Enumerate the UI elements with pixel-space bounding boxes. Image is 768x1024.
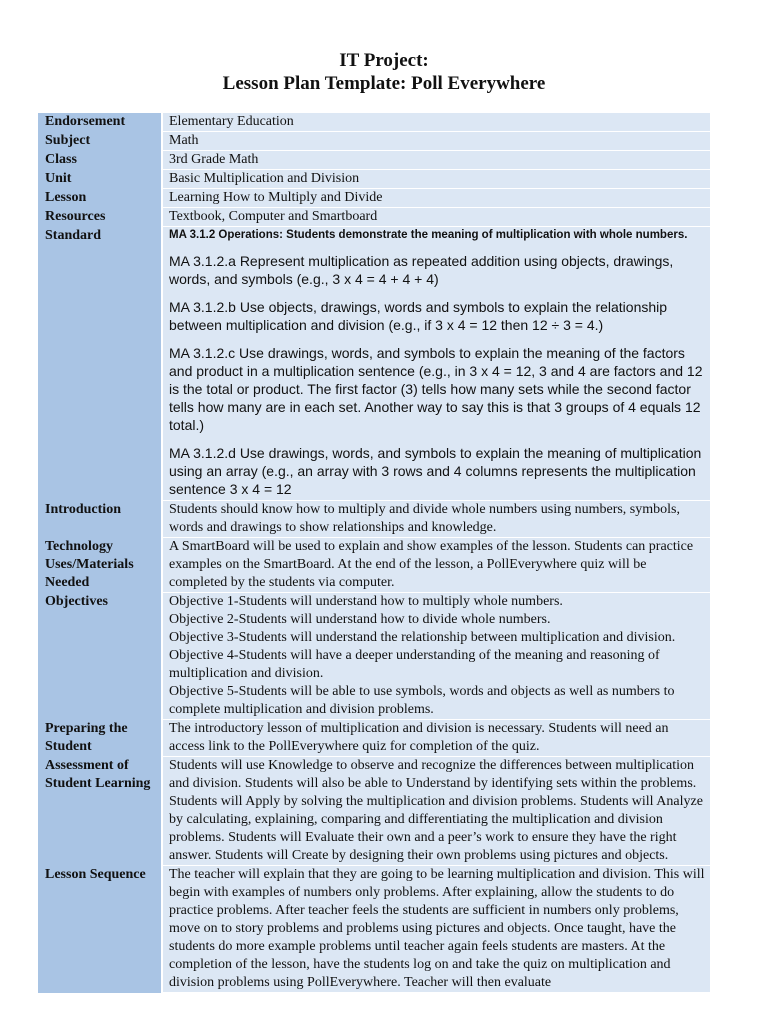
row-value-endorsement: Elementary Education <box>162 113 710 132</box>
row-label-assessment: Assessment of Student Learning <box>38 757 162 866</box>
row-label-subject: Subject <box>38 132 162 151</box>
document-subtitle: Lesson Plan Template: Poll Everywhere <box>222 73 546 94</box>
table-row <box>38 189 710 208</box>
table-row <box>38 720 710 757</box>
table-row <box>38 866 710 993</box>
standard-item: MA 3.1.2.a Represent multiplication as repeated addition using objects, drawings, words, and symbols (e.g., 3 x 4 = 4 + 4 + 4) <box>169 253 674 287</box>
standard-item: MA 3.1.2.b Use objects, drawings, words and symbols to explain the relationship between multiplication and division (e.g., if 3 x 4 = 12 then 12 ÷ 3 = 4.) <box>169 299 668 333</box>
row-label-unit: Unit <box>38 170 162 189</box>
table-row <box>38 501 710 538</box>
row-value-unit: Basic Multiplication and Division <box>162 170 710 189</box>
row-label-introduction: Introduction <box>38 501 162 538</box>
standard-item: MA 3.1.2.c Use drawings, words, and symbols to explain the meaning of the factors and product in a multiplication sentence (e.g., in 3 x 4 = 12, 3 and 4 are factors and 12 is the total or product. The first factor (3) tells how many sets while the second factor tells how many are in each set. Another way to say this is that 3 groups of 4 equals 12 total.) <box>169 345 703 433</box>
row-label-class: Class <box>38 151 162 170</box>
table-row <box>38 538 710 593</box>
row-value-subject: Math <box>162 132 710 151</box>
row-label-resources: Resources <box>38 208 162 227</box>
table-row <box>38 208 710 227</box>
row-value-lesson: Learning How to Multiply and Divide <box>162 189 710 208</box>
document-title: IT Project: <box>339 50 429 71</box>
standard-heading: MA 3.1.2 Operations: Students demonstrate the meaning of multiplication with whole numbers. <box>169 229 688 241</box>
row-value-class: 3rd Grade Math <box>162 151 710 170</box>
table-row <box>38 227 710 501</box>
objective-item: Objective 2-Students will understand how to divide whole numbers. <box>169 612 551 627</box>
row-value-preparing: The introductory lesson of multiplication and division is necessary. Students will need an access link to the PollEverywhere quiz for completion of the quiz. <box>162 720 710 757</box>
objective-item: Objective 4-Students will have a deeper understanding of the meaning and reasoning of multiplication and division. <box>169 648 660 681</box>
table-row <box>38 757 710 866</box>
table-row <box>38 170 710 189</box>
standard-item: MA 3.1.2.d Use drawings, words, and symbols to explain the meaning of multiplication using an array (e.g., an array with 3 rows and 4 columns represents the multiplication sentence 3 x 4 = 12 <box>169 445 702 497</box>
table-row <box>38 593 710 720</box>
table-row <box>38 151 710 170</box>
row-label-technology: Technology Uses/Materials Needed <box>38 538 162 593</box>
row-label-lesson: Lesson <box>38 189 162 208</box>
row-label-endorsement: Endorsement <box>38 113 162 132</box>
table-row <box>38 132 710 151</box>
row-value-assessment: Students will use Knowledge to observe and recognize the differences between multiplication and division. Students will also be able to Understand by identifying sets within the problems. Students will Apply by solving the multiplication and division problems. Students will Analyze by calculating, explaining, comparing and differentiating the multiplication and division problems. Students will Evaluate their own and a peer’s work to ensure they have the right answer. Students will Create by designing their own problems using pictures and objects. <box>162 757 710 866</box>
table-row <box>38 113 710 132</box>
row-value-introduction: Students should know how to multiply and divide whole numbers using numbers, symbols, words and drawings to show relationships and knowledge. <box>162 501 710 538</box>
row-value-technology: A SmartBoard will be used to explain and show examples of the lesson. Students can practice examples on the SmartBoard. At the end of the lesson, a PollEverywhere quiz will be completed by the students via computer. <box>162 538 710 593</box>
row-value-resources: Textbook, Computer and Smartboard <box>162 208 710 227</box>
row-label-preparing: Preparing the Student <box>38 720 162 757</box>
objective-item: Objective 3-Students will understand the relationship between multiplication and division. <box>169 630 676 645</box>
row-label-objectives: Objectives <box>38 593 162 720</box>
lesson-plan-table <box>38 113 710 993</box>
objective-item: Objective 5-Students will be able to use symbols, words and objects as well as numbers to complete multiplication and division problems. <box>169 684 675 717</box>
row-label-standard: Standard <box>38 227 162 501</box>
row-value-objectives <box>162 593 710 720</box>
row-label-sequence: Lesson Sequence <box>38 866 162 993</box>
objective-item: Objective 1-Students will understand how to multiply whole numbers. <box>169 594 563 609</box>
row-value-sequence: The teacher will explain that they are going to be learning multiplication and division. This will begin with examples of numbers only problems. After explaining, allow the students to do practice problems. After teacher feels the students are sufficient in numbers only problems, move on to story problems and problems using pictures and objects. Once taught, have the students do more example problems until teacher again feels students are masters. At the completion of the lesson, have the students log on and take the quiz on multiplication and division problems using PollEverywhere. Teacher will then evaluate <box>162 866 710 993</box>
row-value-standard <box>162 227 710 501</box>
